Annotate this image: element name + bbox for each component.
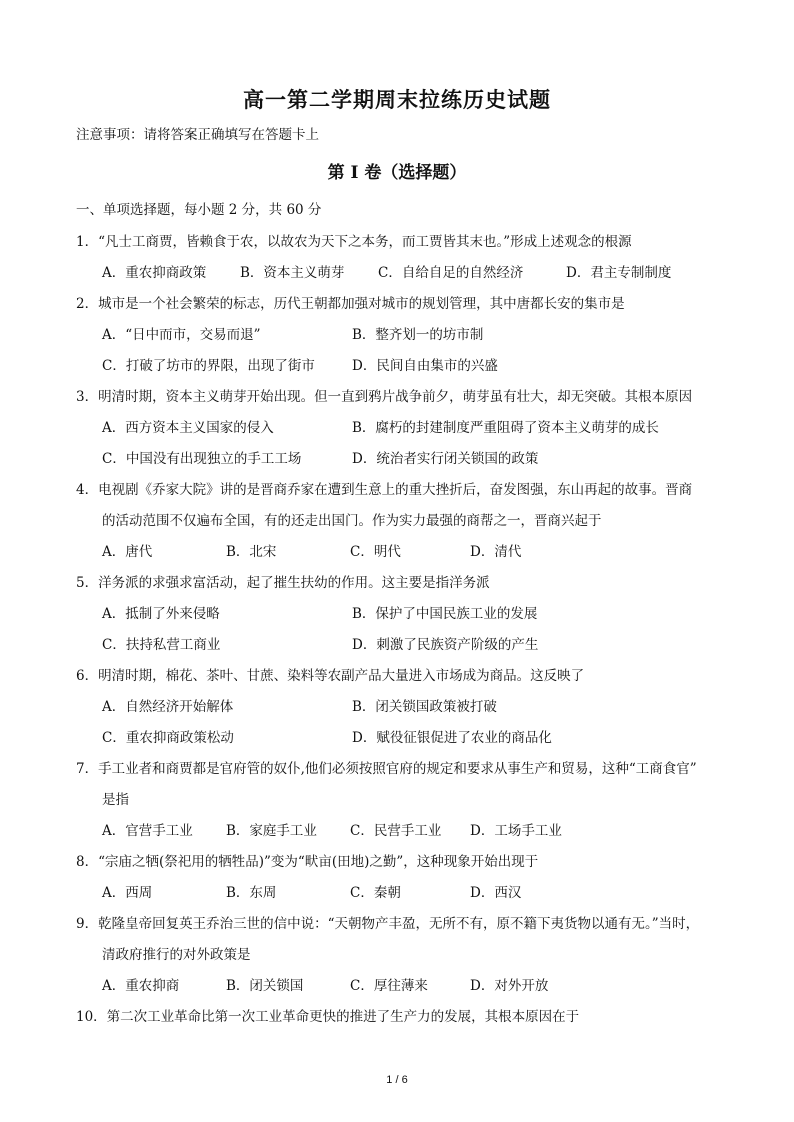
question-9-option-b: B．闭关锁国 <box>226 978 304 994</box>
question-5-option-c: C．扶持私营工商业 <box>102 637 221 653</box>
question-5-text: 5．洋务派的求强求富活动，起了摧生扶幼的作用。这主要是指洋务派 <box>76 575 490 591</box>
question-4-option-c: C．明代 <box>350 544 401 560</box>
question-1-option-a: A．重农抑商政策 <box>102 265 207 281</box>
question-2-option-c: C．打破了坊市的界限，出现了街市 <box>102 358 315 374</box>
question-9-text: 9．乾隆皇帝回复英王乔治三世的信中说：“天朝物产丰盈，无所不有，原不籍下夷货物以通有无。”当时， <box>76 916 700 932</box>
question-8-option-b: B．东周 <box>226 885 277 901</box>
question-4-option-b: B．北宋 <box>226 544 277 560</box>
question-9-text-cont: 清政府推行的对外政策是 <box>102 947 251 963</box>
question-3-option-d: D．统治者实行闭关锁国的政策 <box>352 451 539 467</box>
question-8-option-a: A．西周 <box>102 885 153 901</box>
question-6-option-a: A．自然经济开始解体 <box>102 699 234 715</box>
question-7-option-d: D．工场手工业 <box>470 823 562 839</box>
question-3-text: 3．明清时期，资本主义萌芽开始出现。但一直到鸦片战争前夕，萌芽虽有壮大，却无突破。其根本原因 <box>76 389 693 405</box>
question-2-option-b: B．整齐划一的坊市制 <box>352 327 484 343</box>
question-5-option-d: D．刺激了民族资产阶级的产生 <box>352 637 539 653</box>
question-3-option-a: A．西方资本主义国家的侵入 <box>102 420 274 436</box>
question-6-text: 6．明清时期，棉花、茶叶、甘蔗、染料等农副产品大量进入市场成为商品。这反映了 <box>76 668 585 684</box>
question-4-option-d: D．清代 <box>470 544 522 560</box>
question-7-option-b: B．家庭手工业 <box>226 823 317 839</box>
question-8-option-d: D．西汉 <box>470 885 522 901</box>
exam-title: 高一第二学期周末拉练历史试题 <box>243 87 551 112</box>
question-3-option-c: C．中国没有出现独立的手工工场 <box>102 451 302 467</box>
section-title: 第 I 卷（选择题） <box>327 163 467 183</box>
question-5-option-b: B．保护了中国民族工业的发展 <box>352 606 538 622</box>
question-6-option-b: B．闭关锁国政策被打破 <box>352 699 497 715</box>
question-8-option-c: C．秦朝 <box>350 885 401 901</box>
question-4-option-a: A．唐代 <box>102 544 153 560</box>
question-2-text: 2．城市是一个社会繁荣的标志，历代王朝都加强对城市的规划管理，其中唐都长安的集市是 <box>76 296 625 312</box>
question-7-text-cont: 是指 <box>102 792 129 808</box>
question-4-text: 4．电视剧《乔家大院》讲的是晋商乔家在遭到生意上的重大挫折后，奋发图强，东山再起的故事。晋商 <box>76 482 693 498</box>
page-number: 1 / 6 <box>386 1074 408 1086</box>
part-heading: 一、单项选择题，每小题 2 分，共 60 分 <box>76 202 322 218</box>
question-9-option-d: D．对外开放 <box>470 978 549 994</box>
question-1-text: 1．“凡士工商贾，皆赖食于农，以故农为天下之本务，而工贾皆其末也。”形成上述观念的根源 <box>76 234 632 250</box>
question-9-option-c: C．厚往薄来 <box>350 978 428 994</box>
question-7-text: 7．手工业者和商贾都是官府管的奴仆,他们必须按照官府的规定和要求从事生产和贸易，这种“工商食官” <box>76 761 697 777</box>
question-2-option-d: D．民间自由集市的兴盛 <box>352 358 498 374</box>
question-6-option-d: D．赋役征银促进了农业的商品化 <box>352 730 552 746</box>
question-1-option-b: B．资本主义萌芽 <box>240 265 345 281</box>
question-10-text: 10．第二次工业革命比第一次工业革命更快的推进了生产力的发展，其根本原因在于 <box>76 1009 580 1025</box>
question-9-option-a: A．重农抑商 <box>102 978 180 994</box>
question-1-option-d: D．君主专制制度 <box>566 265 672 281</box>
question-8-text: 8．“宗庙之牺(祭祀用的牺牲品)”变为“畎亩(田地)之勤”，这种现象开始出现于 <box>76 854 539 870</box>
question-3-option-b: B．腐朽的封建制度严重阻碍了资本主义萌芽的成长 <box>352 420 659 436</box>
question-7-option-c: C．民营手工业 <box>350 823 442 839</box>
question-4-text-cont: 的活动范围不仅遍布全国，有的还走出国门。作为实力最强的商帮之一，晋商兴起于 <box>102 513 602 529</box>
question-2-option-a: A．“日中而市，交易而退” <box>102 327 261 343</box>
question-6-option-c: C．重农抑商政策松动 <box>102 730 234 746</box>
question-1-option-c: C．自给自足的自然经济 <box>378 265 524 281</box>
question-5-option-a: A．抵制了外来侵略 <box>102 606 220 622</box>
question-7-option-a: A．官营手工业 <box>102 823 193 839</box>
notice-text: 注意事项：请将答案正确填写在答题卡上 <box>76 127 319 143</box>
